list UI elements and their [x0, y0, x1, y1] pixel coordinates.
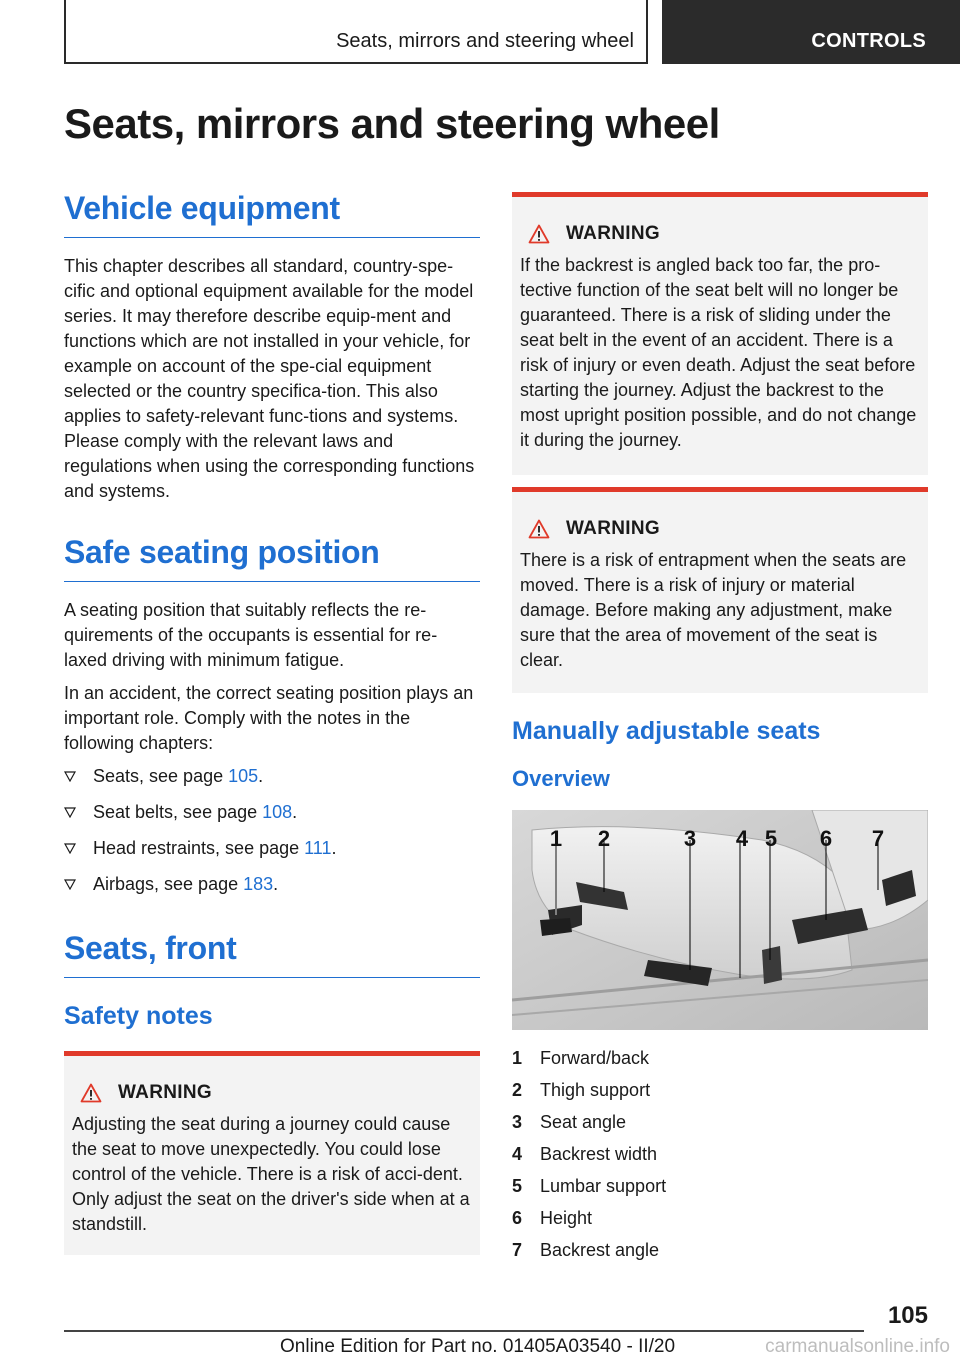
safe-seating-paragraph-2: In an accident, the correct seating position plays an important role. Comply with the notes in the following chapters: [64, 683, 474, 753]
heading-safe-seating-position: Safe seating position [64, 534, 480, 582]
warning-text: Adjusting the seat during a journey could cause the seat to move unexpectedly. You could lose control of the vehicle. There is a risk of acci-dent. Only adjust the seat on the driver's side when at a standstill. [72, 1114, 470, 1234]
callout-number: 1 [549, 826, 563, 851]
warning-triangle-icon [528, 224, 550, 244]
right-column [512, 192, 928, 1266]
callout-number: 7 [871, 826, 885, 851]
safe-seating-paragraph-1: A seating position that suitably reflects the re-quirements of the occupants is essential for re-laxed driving with minimum fatigue. [64, 600, 438, 670]
list-item: 3 Seat angle [512, 1112, 627, 1132]
callout-number: 3 [683, 826, 697, 851]
triangle-bullet-icon [64, 879, 76, 890]
header-section-frame [64, 0, 648, 64]
page-link-seat-belts[interactable]: 108 [262, 802, 293, 822]
heading-manually-adjustable-seats: Manually adjustable seats [512, 717, 821, 745]
warning-text: If the backrest is angled back too far, the pro-tective function of the seat belt will no longer be guaranteed. There is a risk of sliding under the seat belt in the event of an accident. There is a risk of injury or even death. Adjust the seat before starting the journey. Adjust the backrest to the most upright position possible, and do not change it during the journey. [520, 255, 917, 450]
heading-overview: Overview [512, 766, 610, 791]
warning-label: WARNING [118, 1082, 212, 1103]
heading-vehicle-equipment: Vehicle equipment [64, 190, 480, 238]
callout-number: 5 [764, 826, 778, 851]
warning-triangle-icon [80, 1083, 102, 1103]
list-item: 7 Backrest angle [512, 1240, 660, 1260]
footer-divider [64, 1330, 864, 1332]
triangle-bullet-icon [64, 807, 76, 818]
list-item: 2 Thigh support [512, 1080, 651, 1100]
left-column [64, 190, 480, 1255]
watermark: carmanualsonline.info [765, 1336, 950, 1357]
callout-number: 6 [819, 826, 833, 851]
callout-number: 4 [735, 826, 749, 851]
list-item: 6 Height [512, 1208, 593, 1228]
callout-number: 2 [597, 826, 611, 851]
list-item: Airbags, see page 183. [64, 872, 480, 897]
list-item: 5 Lumbar support [512, 1176, 667, 1196]
header-section-title: Seats, mirrors and steering wheel [336, 30, 634, 52]
seat-illustration [512, 810, 928, 1030]
heading-safety-notes: Safety notes [64, 1002, 213, 1030]
chapter-reference-list [64, 764, 480, 897]
header-chapter-label: CONTROLS [811, 30, 926, 52]
warning-box-adjusting-during-journey [64, 1051, 480, 1255]
list-item: Head restraints, see page 111. [64, 836, 480, 861]
warning-box-backrest-angle [512, 192, 928, 475]
warning-text: There is a risk of entrapment when the seats are moved. There is a risk of injury or material damage. Before making any adjustment, make sure that the area of movement of the seat is clear. [520, 550, 907, 670]
list-item: 1 Forward/back [512, 1048, 650, 1068]
page-title: Seats, mirrors and steering wheel [64, 100, 720, 147]
heading-seats-front: Seats, front [64, 930, 480, 978]
page-link-head-restraints[interactable]: 111 [304, 838, 332, 858]
seat-controls-photo [512, 810, 928, 1030]
edition-note: Online Edition for Part no. 01405A03540 - II/20 [280, 1336, 676, 1357]
page-link-airbags[interactable]: 183 [243, 874, 274, 894]
seat-parts-legend [512, 1042, 928, 1266]
triangle-bullet-icon [64, 771, 76, 782]
warning-label: WARNING [566, 518, 660, 539]
list-item: Seat belts, see page 108. [64, 800, 480, 825]
page-link-seats[interactable]: 105 [228, 766, 259, 786]
triangle-bullet-icon [64, 843, 76, 854]
header-chapter-tab [662, 0, 960, 64]
list-item: Seats, see page 105. [64, 764, 480, 789]
page-number: 105 [887, 1302, 928, 1329]
vehicle-equipment-text: This chapter describes all standard, country-spe-cific and optional equipment available for the model series. It may therefore describe equip-ment and functions which are not installed in your vehicle, for example on account of the spe-cial equipment selected or the country specifica-tion. This also applies to safety-relevant func-tions and systems. Please comply with the relevant laws and regulations when using the corresponding functions and systems. [64, 256, 475, 501]
warning-box-entrapment [512, 487, 928, 693]
warning-label: WARNING [566, 223, 660, 244]
list-item: 4 Backrest width [512, 1144, 658, 1164]
warning-triangle-icon [528, 519, 550, 539]
